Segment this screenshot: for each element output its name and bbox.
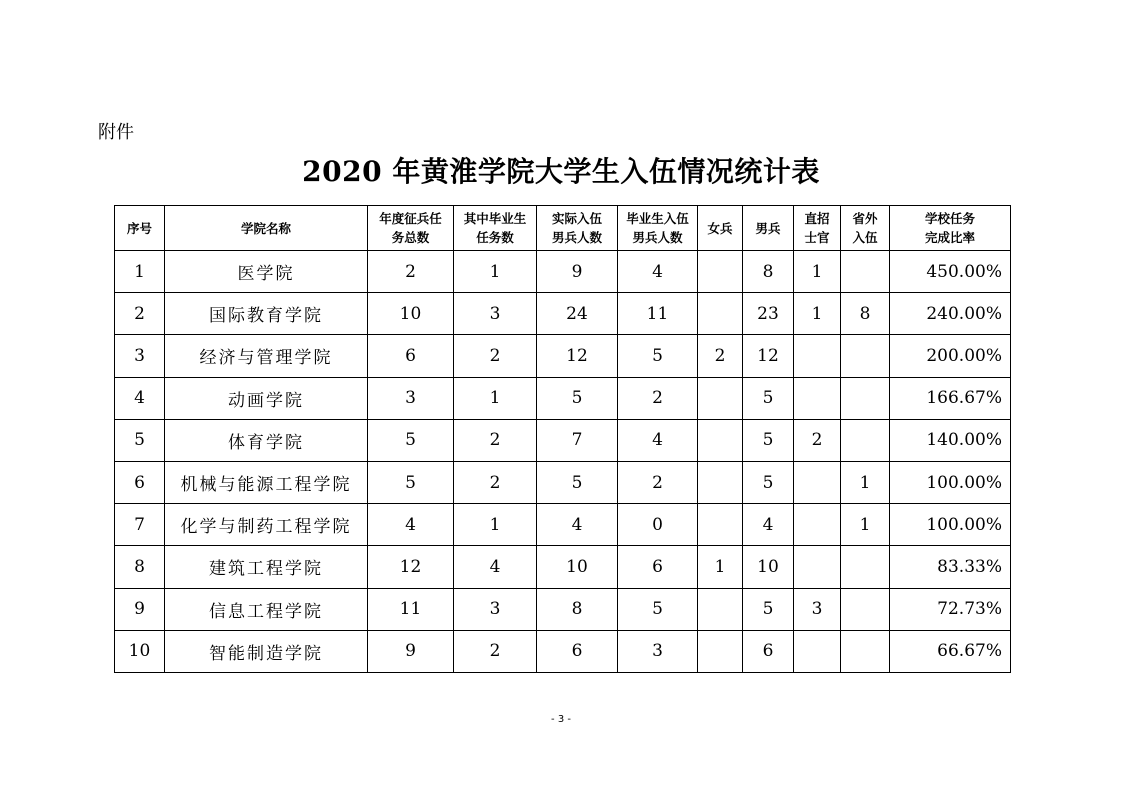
- cell-completion-rate: 72.73%: [890, 588, 1011, 630]
- cell-actual-male: 5: [537, 377, 618, 419]
- cell-out-of-province: 1: [841, 504, 890, 546]
- table-row: [115, 419, 1011, 461]
- cell-actual-male: 6: [537, 630, 618, 672]
- cell-graduate-male: 6: [618, 546, 698, 588]
- cell-male: 5: [743, 419, 794, 461]
- cell-college-name: 经济与管理学院: [165, 335, 368, 377]
- cell-annual-quota: 9: [368, 630, 454, 672]
- cell-actual-male: 5: [537, 461, 618, 503]
- cell-direct-nco: 2: [794, 419, 841, 461]
- cell-graduate-male: 2: [618, 377, 698, 419]
- cell-female: [698, 377, 743, 419]
- header-text: 直招: [804, 211, 830, 226]
- cell-graduate-male: 2: [618, 461, 698, 503]
- table-row: [115, 630, 1011, 672]
- cell-graduate-quota: 1: [454, 251, 537, 293]
- cell-annual-quota: 3: [368, 377, 454, 419]
- cell-annual-quota: 6: [368, 335, 454, 377]
- cell-annual-quota: 4: [368, 504, 454, 546]
- cell-graduate-quota: 2: [454, 419, 537, 461]
- page-number: - 3 -: [551, 714, 571, 725]
- cell-completion-rate: 66.67%: [890, 630, 1011, 672]
- table-row: [115, 588, 1011, 630]
- header-college-name: [165, 206, 368, 251]
- cell-graduate-quota: 2: [454, 461, 537, 503]
- cell-annual-quota: 2: [368, 251, 454, 293]
- cell-male: 12: [743, 335, 794, 377]
- header-text: 年度征兵任: [379, 211, 442, 226]
- cell-graduate-quota: 3: [454, 588, 537, 630]
- enlistment-stats-table: [114, 205, 1011, 673]
- cell-graduate-quota: 1: [454, 504, 537, 546]
- cell-actual-male: 10: [537, 546, 618, 588]
- cell-direct-nco: 1: [794, 251, 841, 293]
- cell-out-of-province: 1: [841, 461, 890, 503]
- cell-female: [698, 588, 743, 630]
- cell-completion-rate: 83.33%: [890, 546, 1011, 588]
- cell-graduate-male: 11: [618, 293, 698, 335]
- cell-graduate-quota: 3: [454, 293, 537, 335]
- header-graduate-male: [618, 206, 698, 251]
- cell-index: 3: [115, 335, 165, 377]
- cell-direct-nco: [794, 335, 841, 377]
- header-graduate-quota: [454, 206, 537, 251]
- cell-direct-nco: [794, 377, 841, 419]
- cell-female: [698, 630, 743, 672]
- cell-direct-nco: [794, 461, 841, 503]
- table-body: [115, 251, 1011, 673]
- header-text: 男兵人数: [551, 230, 602, 245]
- header-text: 任务数: [476, 230, 514, 245]
- cell-college-name: 智能制造学院: [165, 630, 368, 672]
- cell-annual-quota: 12: [368, 546, 454, 588]
- cell-male: 8: [743, 251, 794, 293]
- cell-out-of-province: [841, 630, 890, 672]
- cell-index: 6: [115, 461, 165, 503]
- header-text: 实际入伍: [551, 211, 602, 226]
- cell-graduate-male: 5: [618, 588, 698, 630]
- cell-actual-male: 12: [537, 335, 618, 377]
- cell-female: 2: [698, 335, 743, 377]
- cell-college-name: 机械与能源工程学院: [165, 461, 368, 503]
- cell-out-of-province: [841, 419, 890, 461]
- cell-actual-male: 4: [537, 504, 618, 546]
- cell-out-of-province: [841, 251, 890, 293]
- header-text: 省外: [852, 211, 878, 226]
- cell-male: 4: [743, 504, 794, 546]
- header-text: 男兵: [755, 220, 781, 236]
- cell-female: [698, 293, 743, 335]
- cell-female: [698, 419, 743, 461]
- cell-index: 10: [115, 630, 165, 672]
- cell-index: 5: [115, 419, 165, 461]
- cell-completion-rate: 100.00%: [890, 504, 1011, 546]
- cell-male: 10: [743, 546, 794, 588]
- cell-out-of-province: 8: [841, 293, 890, 335]
- table-row: [115, 546, 1011, 588]
- cell-direct-nco: 1: [794, 293, 841, 335]
- cell-completion-rate: 140.00%: [890, 419, 1011, 461]
- cell-direct-nco: 3: [794, 588, 841, 630]
- table-row: [115, 251, 1011, 293]
- cell-graduate-male: 4: [618, 419, 698, 461]
- cell-female: [698, 461, 743, 503]
- cell-college-name: 国际教育学院: [165, 293, 368, 335]
- header-text: 士官: [804, 230, 830, 245]
- cell-female: [698, 251, 743, 293]
- cell-male: 5: [743, 377, 794, 419]
- cell-graduate-quota: 2: [454, 335, 537, 377]
- cell-completion-rate: 100.00%: [890, 461, 1011, 503]
- cell-male: 5: [743, 588, 794, 630]
- header-text: 女兵: [707, 220, 733, 236]
- cell-graduate-male: 5: [618, 335, 698, 377]
- cell-index: 8: [115, 546, 165, 588]
- header-actual-male: [537, 206, 618, 251]
- cell-actual-male: 8: [537, 588, 618, 630]
- cell-graduate-quota: 2: [454, 630, 537, 672]
- table-row: [115, 293, 1011, 335]
- cell-out-of-province: [841, 377, 890, 419]
- cell-actual-male: 24: [537, 293, 618, 335]
- cell-actual-male: 7: [537, 419, 618, 461]
- cell-actual-male: 9: [537, 251, 618, 293]
- header-direct-nco: [794, 206, 841, 251]
- attachment-label: 附件: [98, 122, 134, 143]
- header-text: 序号: [126, 220, 152, 236]
- cell-out-of-province: [841, 335, 890, 377]
- cell-direct-nco: [794, 630, 841, 672]
- cell-index: 4: [115, 377, 165, 419]
- table-header-row: [115, 206, 1011, 251]
- cell-college-name: 体育学院: [165, 419, 368, 461]
- header-text: 其中毕业生: [463, 211, 527, 226]
- header-text: 入伍: [852, 230, 878, 245]
- cell-college-name: 动画学院: [165, 377, 368, 419]
- header-female: [698, 206, 743, 251]
- cell-graduate-quota: 4: [454, 546, 537, 588]
- cell-female: [698, 504, 743, 546]
- cell-completion-rate: 240.00%: [890, 293, 1011, 335]
- table-row: [115, 461, 1011, 503]
- cell-index: 7: [115, 504, 165, 546]
- header-text: 完成比率: [924, 230, 975, 245]
- cell-index: 1: [115, 251, 165, 293]
- cell-college-name: 建筑工程学院: [165, 546, 368, 588]
- header-text: 务总数: [391, 230, 430, 245]
- cell-index: 9: [115, 588, 165, 630]
- table-row: [115, 377, 1011, 419]
- cell-annual-quota: 5: [368, 419, 454, 461]
- page-title: 2020 年黄淮学院大学生入伍情况统计表: [302, 155, 820, 188]
- cell-graduate-male: 4: [618, 251, 698, 293]
- cell-direct-nco: [794, 546, 841, 588]
- header-index: [115, 206, 165, 251]
- cell-college-name: 医学院: [165, 251, 368, 293]
- table-row: [115, 504, 1011, 546]
- header-text: 毕业生入伍: [626, 211, 689, 226]
- cell-completion-rate: 450.00%: [890, 251, 1011, 293]
- cell-out-of-province: [841, 588, 890, 630]
- header-text: 男兵人数: [632, 230, 683, 245]
- cell-male: 6: [743, 630, 794, 672]
- cell-male: 23: [743, 293, 794, 335]
- header-annual-quota: [368, 206, 454, 251]
- header-male: [743, 206, 794, 251]
- cell-graduate-male: 0: [618, 504, 698, 546]
- header-completion-rate: [890, 206, 1011, 251]
- cell-out-of-province: [841, 546, 890, 588]
- cell-male: 5: [743, 461, 794, 503]
- table-row: [115, 335, 1011, 377]
- cell-direct-nco: [794, 504, 841, 546]
- header-out-of-province: [841, 206, 890, 251]
- cell-completion-rate: 200.00%: [890, 335, 1011, 377]
- cell-annual-quota: 11: [368, 588, 454, 630]
- header-text: 学校任务: [924, 211, 975, 226]
- cell-annual-quota: 10: [368, 293, 454, 335]
- cell-graduate-quota: 1: [454, 377, 537, 419]
- cell-college-name: 化学与制药工程学院: [165, 504, 368, 546]
- cell-annual-quota: 5: [368, 461, 454, 503]
- header-text: 学院名称: [240, 220, 291, 236]
- cell-index: 2: [115, 293, 165, 335]
- cell-female: 1: [698, 546, 743, 588]
- cell-completion-rate: 166.67%: [890, 377, 1011, 419]
- cell-graduate-male: 3: [618, 630, 698, 672]
- cell-college-name: 信息工程学院: [165, 588, 368, 630]
